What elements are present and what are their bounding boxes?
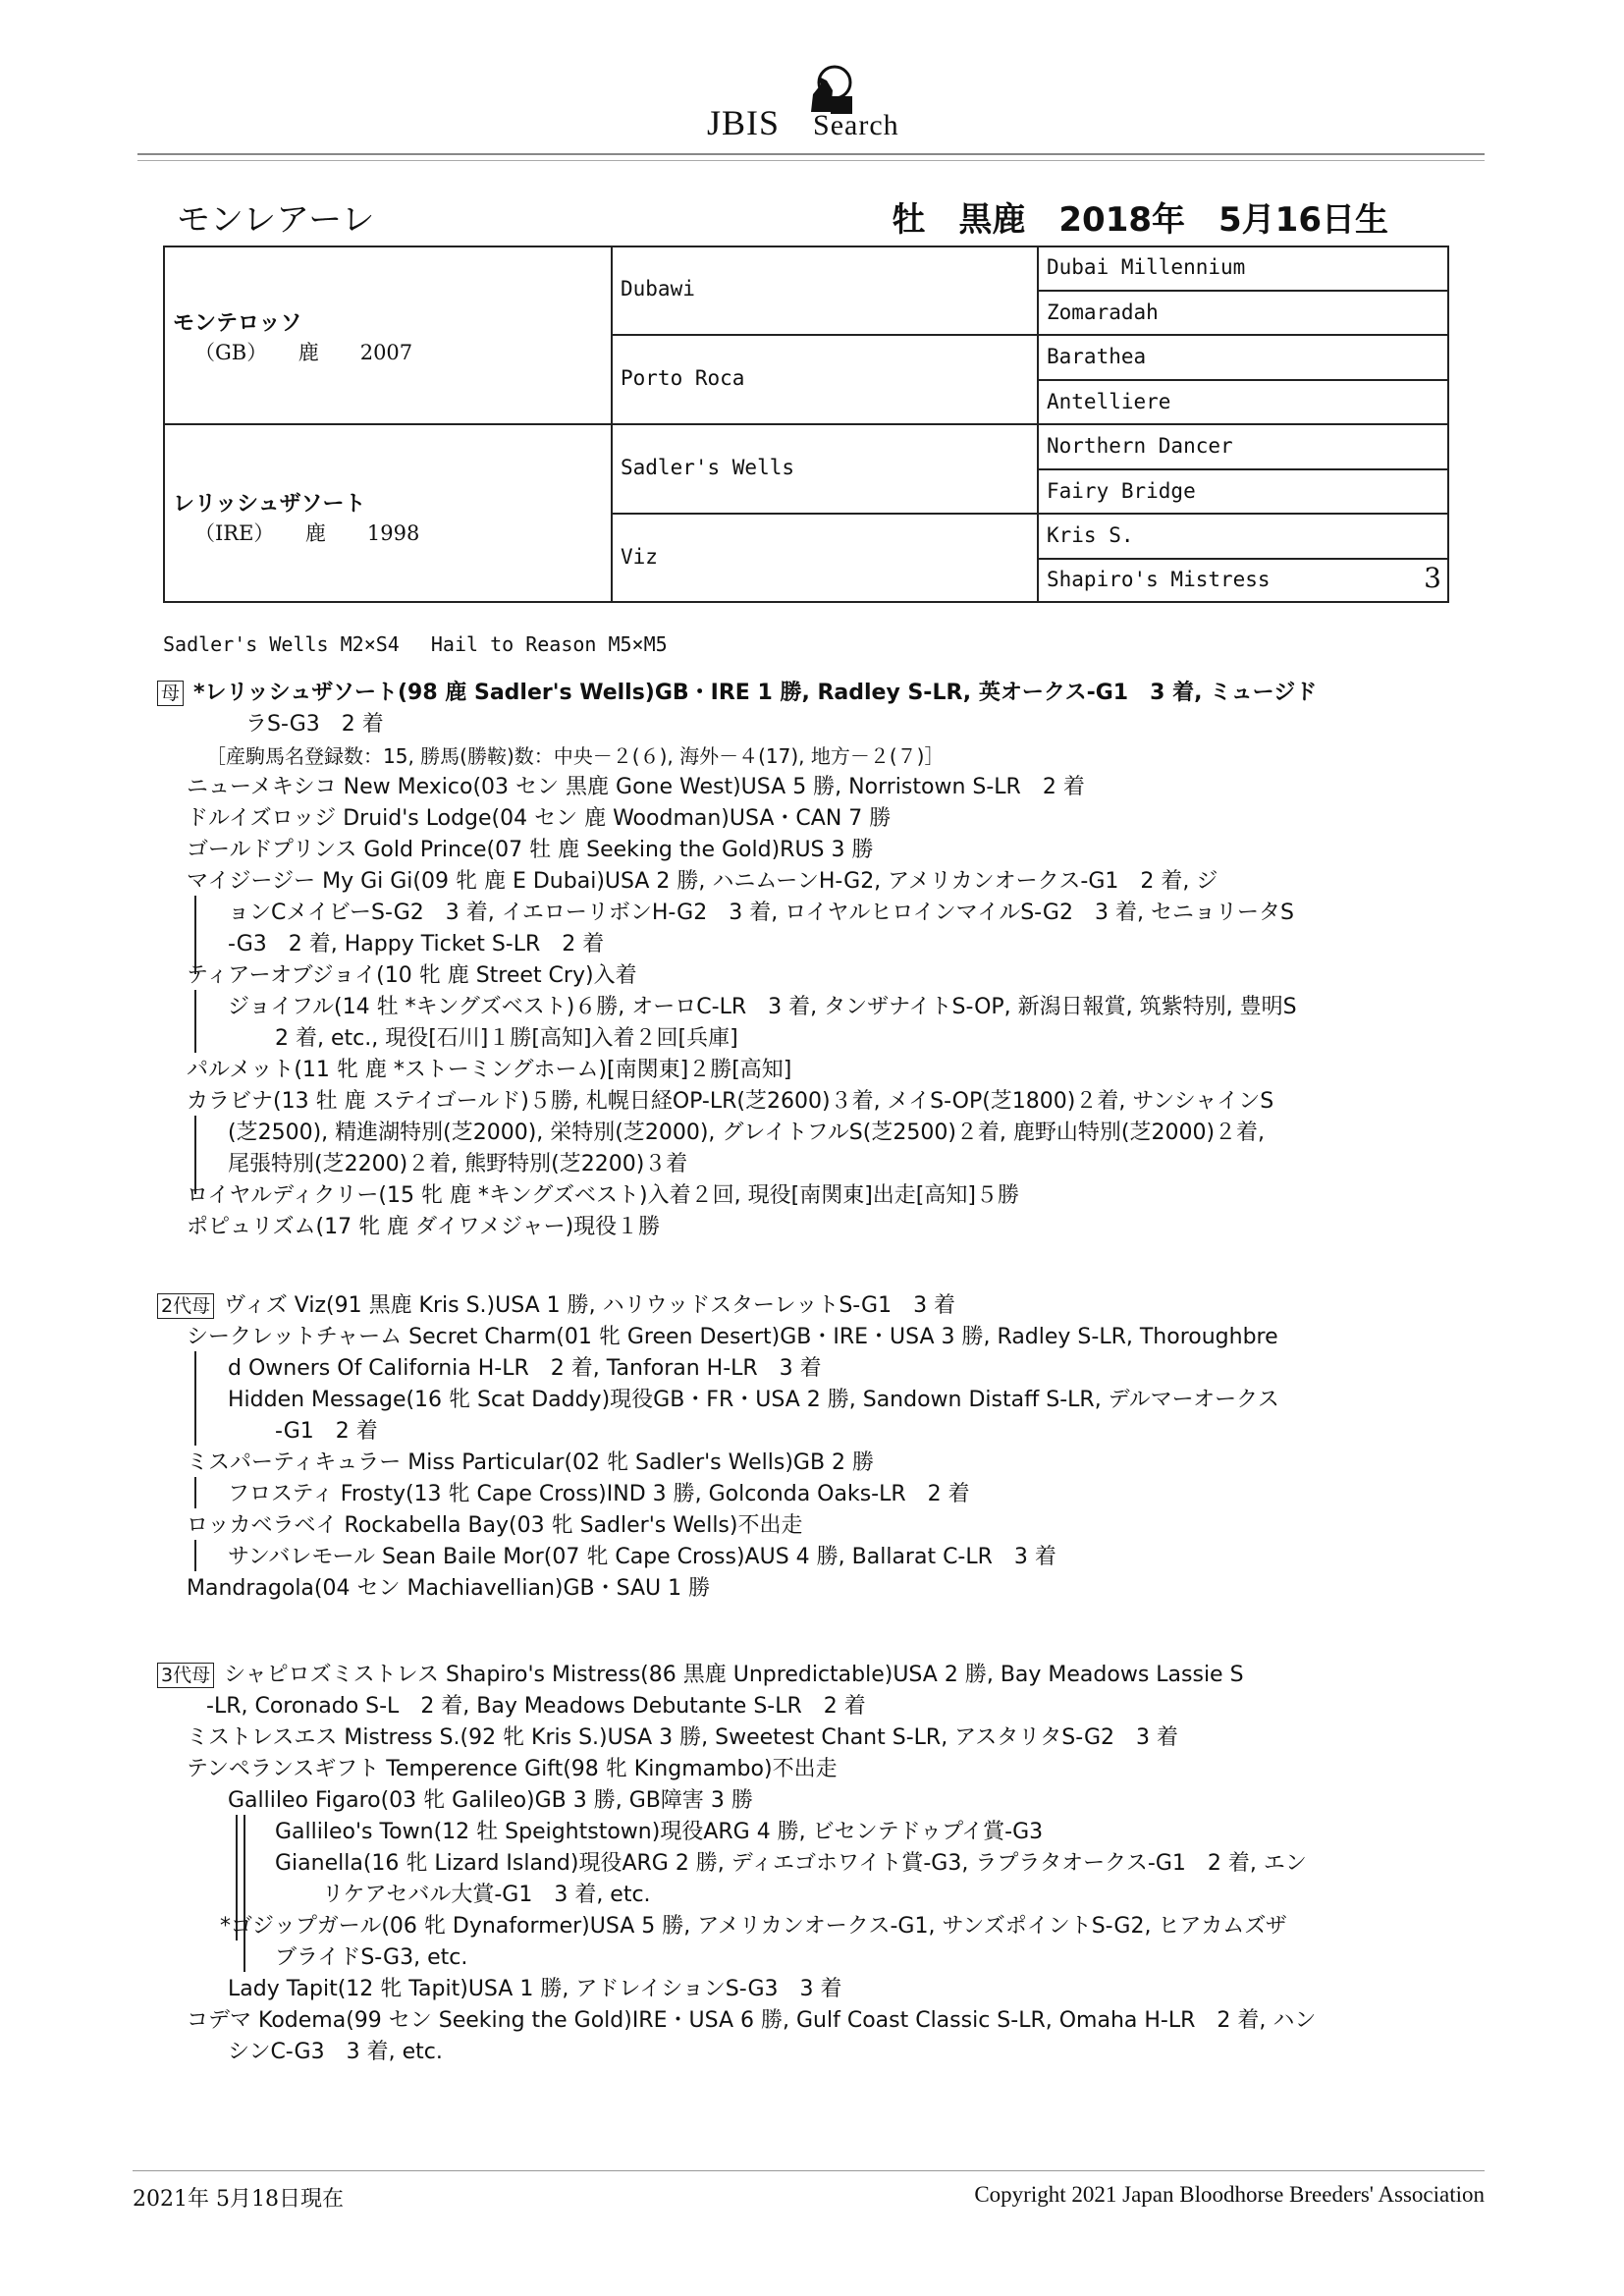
dam-line: -G3 2 着, Happy Ticket S-LR 2 着 bbox=[228, 932, 605, 957]
footer-copyright: Copyright 2021 Japan Bloodhorse Breeders' Association bbox=[974, 2182, 1485, 2207]
section-tag-3rd-dam: 3代母 bbox=[157, 1663, 214, 1688]
dam-line: ラS-G3 2 着 bbox=[245, 712, 384, 737]
dam-line: ポピュリズム(17 牝 鹿 ダイワメジャー)現役１勝 bbox=[187, 1215, 661, 1239]
gen2-dam-sire: Sadler's Wells bbox=[621, 456, 795, 479]
dam-line: カラビナ(13 牡 鹿 ステイゴールド)５勝, 札幌日経OP-LR(芝2600)３着, メイS-OP(芝1800)２着, サンシャインS bbox=[187, 1089, 1274, 1114]
second-dam-line: Hidden Message(16 牝 Scat Daddy)現役GB・FR・USA 2 勝, Sandown Distaff S-LR, デルマーオークス bbox=[228, 1388, 1279, 1412]
inbreeding-note: Sadler's Wells M2×S4 Hail to Reason M5×M5 bbox=[163, 632, 668, 656]
dam-line: ロイヤルディクリー(15 牝 鹿 *キングズベスト)入着２回, 現役[南関東]出走[高知]５勝 bbox=[187, 1183, 1019, 1208]
third-dam-line: シンC-G3 3 着, etc. bbox=[228, 2040, 443, 2064]
second-dam-line: d Owners Of California H-LR 2 着, Tanforan H-LR 3 着 bbox=[228, 1356, 822, 1381]
gen2-sire-sire: Dubawi bbox=[621, 277, 695, 301]
sire-cell bbox=[173, 306, 412, 366]
section-tag-2nd-dam: 2代母 bbox=[157, 1293, 214, 1319]
header-rule-thin bbox=[137, 160, 1485, 161]
footer-rule bbox=[133, 2170, 1485, 2171]
pedigree-table bbox=[163, 246, 1449, 603]
dam-cell bbox=[173, 487, 419, 547]
third-dam-line: Gallileo's Town(12 牡 Speightstown)現役ARG 4 勝, ビセンテドゥプイ賞-G3 bbox=[275, 1820, 1044, 1844]
third-dam-line: Gallileo Figaro(03 牝 Galileo)GB 3 勝, GB障害 3 勝 bbox=[228, 1788, 753, 1813]
dam-line: マイジージー My Gi Gi(09 牝 鹿 E Dubai)USA 2 勝, ハニムーンH-G2, アメリカンオークス-G1 2 着, ジ bbox=[187, 869, 1218, 894]
dam-line: ドルイズロッジ Druid's Lodge(04 セン 鹿 Woodman)USA・CAN 7 勝 bbox=[187, 806, 892, 831]
third-dam-line: リケアセバル大賞-G1 3 着, etc. bbox=[322, 1883, 651, 1907]
gen3-7: Kris S. bbox=[1047, 523, 1134, 547]
third-dam-line: -LR, Coronado S-L 2 着, Bay Meadows Debutante S-LR 2 着 bbox=[206, 1694, 866, 1719]
third-dam-line: コデマ Kodema(99 セン Seeking the Gold)IRE・USA 6 勝, Gulf Coast Classic S-LR, Omaha H-LR 2 着, ハン bbox=[187, 2008, 1317, 2033]
second-dam-line: サンバレモール Sean Baile Mor(07 牝 Cape Cross)AUS 4 勝, Ballarat C-LR 3 着 bbox=[228, 1545, 1056, 1569]
dam-line: ジョイフル(14 牡 *キングズベスト)６勝, オーロC-LR 3 着, タンザナイトS-OP, 新潟日報賞, 筑紫特別, 豊明S bbox=[228, 995, 1297, 1019]
logo-search: Search bbox=[813, 109, 899, 141]
gen2-sire-dam: Porto Roca bbox=[621, 366, 745, 390]
gen3-6: Fairy Bridge bbox=[1047, 479, 1196, 503]
logo bbox=[707, 102, 899, 143]
dam-line: *レリッシュザソート(98 鹿 Sadler's Wells)GB・IRE 1 勝, Radley S-LR, 英オークス-G1 3 着, ミュージド bbox=[193, 681, 1318, 705]
dam-line: パルメット(11 牝 鹿 *ストーミングホーム)[南関東]２勝[高知] bbox=[187, 1058, 792, 1082]
third-dam-line: Lady Tapit(12 牝 Tapit)USA 1 勝, アドレイションS-G3 3 着 bbox=[228, 1977, 842, 2001]
dam-line: 尾張特別(芝2200)２着, 熊野特別(芝2200)３着 bbox=[228, 1152, 688, 1176]
header-rule bbox=[137, 153, 1485, 155]
third-dam-line: シャピロズミストレス Shapiro's Mistress(86 黒鹿 Unpredictable)USA 2 勝, Bay Meadows Lassie S bbox=[224, 1663, 1244, 1687]
dam-line: ティアーオブジョイ(10 牝 鹿 Street Cry)入着 bbox=[187, 963, 637, 988]
dam-line: (芝2500), 精進湖特別(芝2000), 栄特別(芝2000), グレイトフルS(芝2500)２着, 鹿野山特別(芝2000)２着, bbox=[228, 1121, 1266, 1145]
sire-name: モンテロッソ bbox=[173, 311, 302, 336]
dam-stats: ［産駒馬名登録数：15, 勝馬(勝鞍)数：中央－２(６), 海外－４(17), 地方－２(７)］ bbox=[206, 744, 945, 768]
section-tag-dam: 母 bbox=[157, 681, 184, 706]
gen3-1: Dubai Millennium bbox=[1047, 255, 1246, 279]
third-dam-line: ミストレスエス Mistress S.(92 牝 Kris S.)USA 3 勝, Sweetest Chant S-LR, アスタリタS-G2 3 着 bbox=[187, 1725, 1179, 1750]
second-dam-line: ミスパーティキュラー Miss Particular(02 牝 Sadler's Wells)GB 2 勝 bbox=[187, 1450, 875, 1475]
footer-date: 2021年 5月18日現在 bbox=[133, 2187, 344, 2212]
gen3-4: Antelliere bbox=[1047, 390, 1171, 413]
family-number: 3 bbox=[1424, 562, 1441, 594]
gen2-dam-dam: Viz bbox=[621, 545, 658, 569]
second-dam-line: フロスティ Frosty(13 牝 Cape Cross)IND 3 勝, Golconda Oaks-LR 2 着 bbox=[228, 1482, 970, 1506]
dam-line: ニューメキシコ New Mexico(03 セン 黒鹿 Gone West)USA 5 勝, Norristown S-LR 2 着 bbox=[187, 775, 1085, 799]
gen3-5: Northern Dancer bbox=[1047, 434, 1233, 458]
dam-name: レリッシュザソート bbox=[173, 492, 366, 517]
second-dam-line: ロッカベラベイ Rockabella Bay(03 牝 Sadler's Wells)不出走 bbox=[187, 1513, 803, 1538]
second-dam-line: ヴィズ Viz(91 黒鹿 Kris S.)USA 1 勝, ハリウッドスターレットS-G1 3 着 bbox=[224, 1293, 956, 1318]
third-dam-line: Gianella(16 牝 Lizard Island)現役ARG 2 勝, ディエゴホワイト賞-G3, ラプラタオークス-G1 2 着, エン bbox=[275, 1851, 1307, 1876]
gen3-2: Zomaradah bbox=[1047, 301, 1159, 324]
dam-line: ョンCメイビーS-G2 3 着, イエローリボンH-G2 3 着, ロイヤルヒロインマイルS-G2 3 着, セニョリータS bbox=[228, 901, 1294, 925]
second-dam-line: Mandragola(04 セン Machiavellian)GB・SAU 1 勝 bbox=[187, 1576, 711, 1601]
second-dam-line: シークレットチャーム Secret Charm(01 牝 Green Desert)GB・IRE・USA 3 勝, Radley S-LR, Thoroughbre bbox=[187, 1325, 1278, 1349]
horse-name: モンレアーレ bbox=[177, 200, 375, 240]
second-dam-line: -G1 2 着 bbox=[275, 1419, 378, 1444]
horse-info: 牡 黒鹿 2018年 5月16日生 bbox=[892, 200, 1388, 240]
third-dam-line: テンペランスギフト Temperence Gift(98 牝 Kingmambo)不出走 bbox=[187, 1757, 838, 1781]
sire-sub: （GB） 鹿 2007 bbox=[194, 341, 413, 364]
third-dam-line: *ゴジップガール(06 牝 Dynaformer)USA 5 勝, アメリカンオークス-G1, サンズポイントS-G2, ヒアカムズザ bbox=[220, 1914, 1287, 1939]
dam-line: ゴールドプリンス Gold Prince(07 牡 鹿 Seeking the Gold)RUS 3 勝 bbox=[187, 838, 874, 862]
third-dam-line: ブライドS-G3, etc. bbox=[275, 1945, 468, 1970]
logo-jbis: JBIS bbox=[707, 103, 781, 142]
dam-line: 2 着, etc., 現役[石川]１勝[高知]入着２回[兵庫] bbox=[275, 1026, 738, 1051]
gen3-8: Shapiro's Mistress bbox=[1047, 568, 1271, 591]
gen3-3: Barathea bbox=[1047, 345, 1147, 368]
dam-sub: （IRE） 鹿 1998 bbox=[194, 521, 420, 545]
